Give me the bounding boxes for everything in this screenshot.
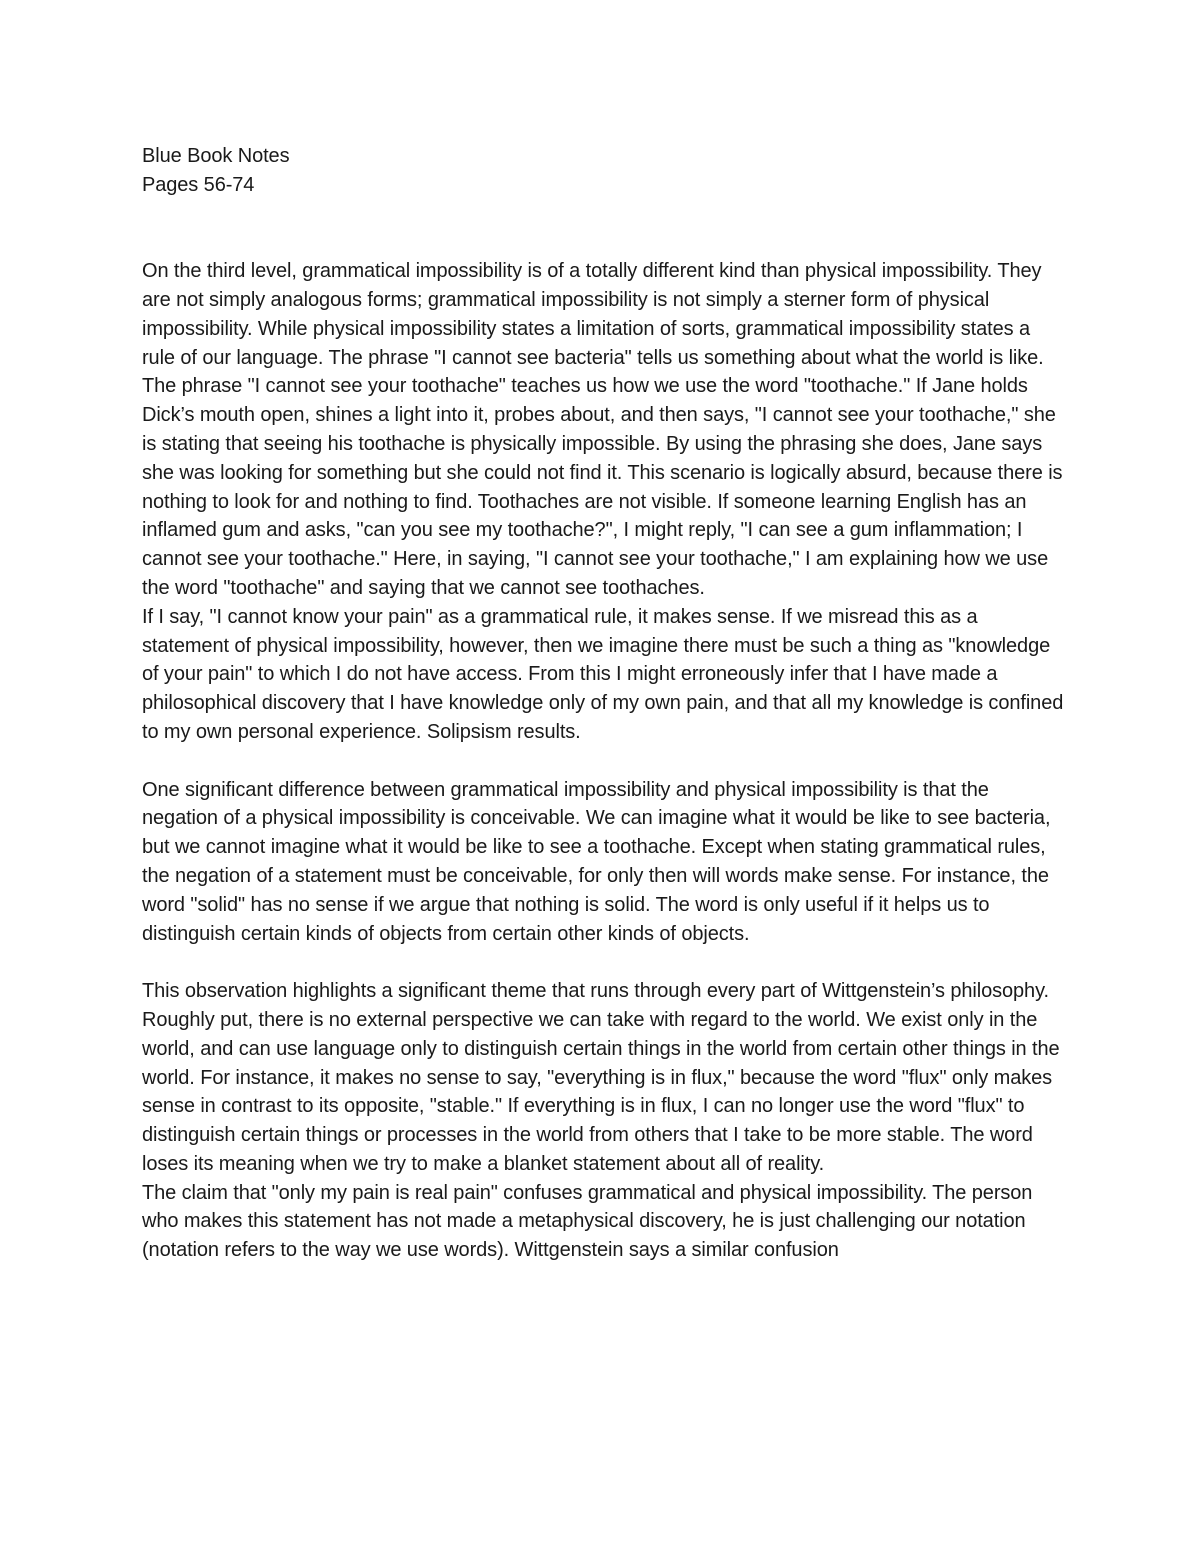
paragraph-3: One significant difference between grammatical impossibility and physical impossibility is that the negation of a physical impossibility is conceivable. We can imagine what it would be like to see bacteria, but we cannot imagine what it would be like to see a toothache. Except when stating grammatical rules, the negation of a statement must be conceivable, for only then will words make sense. For instance, the word "solid" has no sense if we argue that nothing is solid. The word is only useful if it helps us to distinguish certain kinds of objects from certain other kinds of objects. xyxy=(142,778,1051,945)
paragraph-4: This observation highlights a significant theme that runs through every part of Wittgenstein’s philosophy. Roughly put, there is no external perspective we can take with regard to the world. We exist only in the world, and can use language only to distinguish certain things in the world from certain other things in the world. For instance, it makes no sense to say, "everything is in flux," because the word "flux" only makes sense in contrast to its opposite, "stable." If everything is in flux, I can no longer use the word "flux" to distinguish certain things or processes in the world from others that I take to be more stable. The word loses its meaning when we try to make a blanket statement about all of reality. xyxy=(142,980,1060,1175)
paragraph-5: The claim that "only my pain is real pain" confuses grammatical and physical impossibility. The person who makes this statement has not made a metaphysical discovery, he is just challenging our notation (notation refers to the way we use words). Wittgenstein says a similar confusion xyxy=(142,1181,1033,1262)
document-header xyxy=(142,142,1067,200)
paragraph-2: If I say, "I cannot know your pain" as a grammatical rule, it makes sense. If we misread this as a statement of physical impossibility, however, then we imagine there must be such a thing as "knowledge of your pain" to which I do not have access. From this I might erroneously infer that I have made a philosophical discovery that I have knowledge only of my own pain, and that all my knowledge is confined to my own personal experience. Solipsism results. xyxy=(142,605,1064,743)
paragraph-1: On the third level, grammatical impossibility is of a totally different kind than physical impossibility. They are not simply analogous forms; grammatical impossibility is not simply a sterner form of physical impossibility. While physical impossibility states a limitation of sorts, grammatical impossibility states a rule of our language. The phrase "I cannot see bacteria" tells us something about what the world is like. The phrase "I cannot see your toothache" teaches us how we use the word "toothache." If Jane holds Dick’s mouth open, shines a light into it, probes about, and then says, "I cannot see your toothache," she is stating that seeing his toothache is physically impossible. By using the phrasing she does, Jane says she was looking for something but she could not find it. This scenario is logically absurd, because there is nothing to look for and nothing to find. Toothaches are not visible. If someone learning English has an inflamed gum and asks, "can you see my toothache?", I might reply, "I can see a gum inflammation; I cannot see your toothache." Here, in saying, "I cannot see your toothache," I am explaining how we use the word "toothache" and saying that we cannot see toothaches. xyxy=(142,260,1063,599)
document-title: Blue Book Notes xyxy=(142,145,290,167)
page-range: Pages 56-74 xyxy=(142,173,255,196)
document-body xyxy=(142,142,1067,1265)
